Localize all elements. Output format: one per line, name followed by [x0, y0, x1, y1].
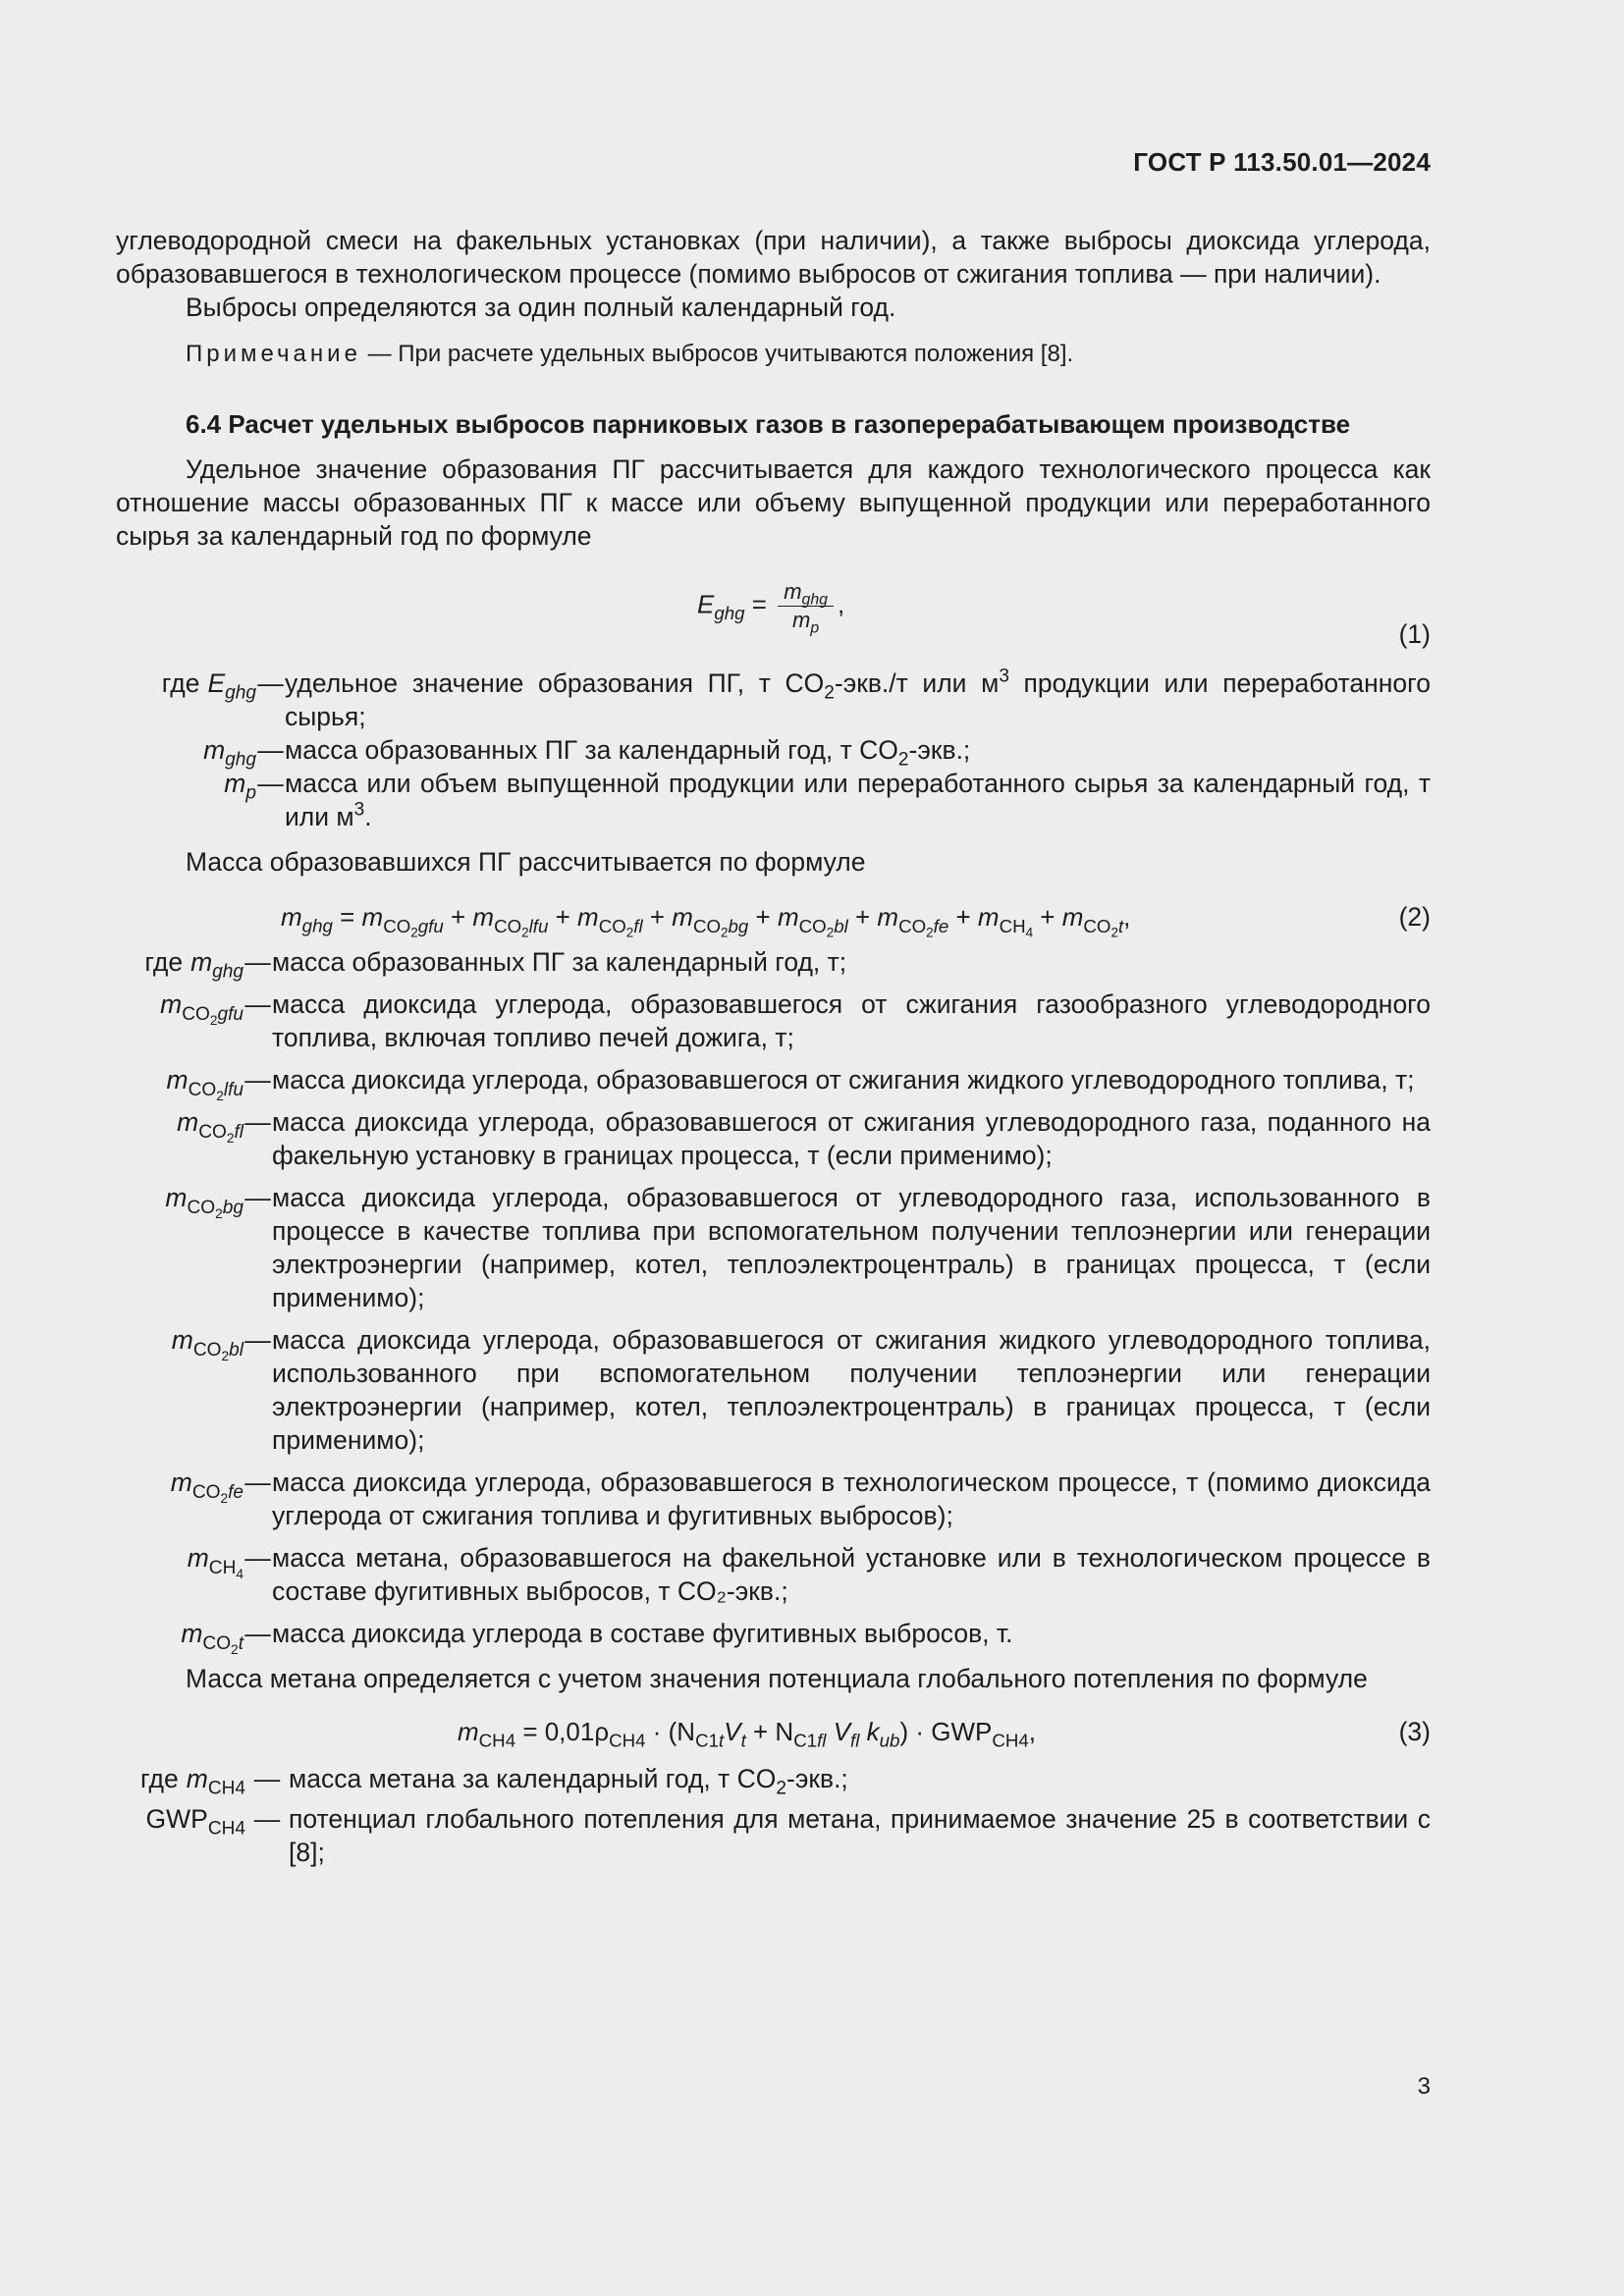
definition-term: $m_{CO_2gfu}$ [160, 989, 244, 1028]
paragraph: Удельное значение образования ПГ рассчитывается для каждого технологического процесса как отношение массы образованных ПГ к массе или объему выпущенной продукции или переработанного сырья за календарный год по формуле [116, 454, 1431, 551]
paragraph: Масса метана определяется с учетом значения потенциала глобального потепления по формуле [186, 1664, 1368, 1693]
formula-number: (3) [1398, 1717, 1431, 1746]
formula-term: $m_{CO_2gfu}$ [361, 902, 444, 940]
definition-text: масса метана, образовавшегося на факельной установке или в технологическом процессе в составе фугитивных выбросов, т CO₂-экв.; [272, 1543, 1431, 1606]
formula-term: $m_{CH_4}$ [977, 902, 1034, 940]
formula-term: $m_{CO_2t}$ [1061, 902, 1124, 940]
formula-number: (1) [1398, 619, 1431, 649]
formula-3-expression: $m_{CH4} = 0,01\rho_{CH4} \cdot (N_{C1t}V_t + N_{C1fl}$ $V_{fl}$ $k_{ub}) \cdot GWP_{CH4}$, [458, 1717, 1036, 1751]
definitions-list [116, 667, 1431, 833]
document-body [116, 224, 1431, 1869]
dash: — [244, 1107, 271, 1137]
dash: — [244, 1325, 271, 1355]
page-number: 3 [1417, 2073, 1431, 2100]
formula-2-expression: $m_{ghg} = m_{CO_2gfu} + m_{CO_2lfu} + m_{CO_2fl} + m_{CO_2bg} + m_{CO_2bl} + m_{CO_2fe} + m_{CH_4} + m_{CO_2t}$, [281, 902, 1131, 940]
note-text: — При расчете удельных выбросов учитываются положения [8]. [360, 341, 1074, 367]
fraction: $\frac{m_{ghg}}{m_p}$ [778, 578, 834, 634]
definition-term: где $m_{CH4}$ [140, 1764, 245, 1799]
formula-term: $m_{CO_2fl}$ [577, 902, 643, 940]
definition-text: масса диоксида углерода в составе фугитивных выбросов, т. [272, 1619, 1013, 1648]
definition-text: удельное значение образования ПГ, т $CO_2-экв./т$ или $м^3$ продукции или переработанного сырья; [285, 666, 1431, 731]
dash: — [253, 1764, 281, 1793]
definition-term: $m_{CO_2lfu}$ [166, 1065, 244, 1103]
dash: — [257, 735, 284, 765]
formula-term: $m_{CO_2bg}$ [672, 902, 749, 940]
definition-text: масса диоксида углерода, образовавшегося от углеводородного газа, использованного в процессе в качестве топлива при вспомогательном получении теплоэнергии или генерации электроэнергии (например, котел, теплоэлектроцентраль) в границах процесса, т (если применимо); [272, 1183, 1431, 1312]
note-label: Примечание [186, 341, 361, 367]
definition-text: масса метана за календарный год, т $CO_2$-экв.; [289, 1764, 848, 1799]
definition-term: $m_{CO_2bl}$ [171, 1325, 244, 1363]
formula-1-expression: $E_{ghg}$ = $\frac{m_{ghg}}{m_p}$ , [697, 579, 845, 637]
formula-1 [116, 564, 1431, 667]
definition-text: масса образованных ПГ за календарный год, т; [272, 947, 847, 977]
definition-term: где $m_{ghg}$ [144, 947, 244, 983]
definition-term: $m_{ghg}$ [203, 735, 256, 771]
definition-text: потенциал глобального потепления для метана, принимаемое значение 25 в соответствии с [8]; [289, 1804, 1431, 1867]
definition-term: $m_{CH_4}$ [187, 1543, 244, 1581]
definition-text: масса диоксида углерода, образовавшегося от сжигания углеводородного газа, поданного на факельную установку в границах процесса, т (если применимо); [272, 1107, 1431, 1170]
note [116, 338, 1431, 371]
section-title: 6.4 Расчет удельных выбросов парниковых газов в газоперерабатывающем производстве [186, 409, 1351, 439]
dash: — [244, 1183, 271, 1212]
definition-term: $m_{CO_2fe}$ [170, 1468, 244, 1506]
paragraph: Выбросы определяются за один полный календарный год. [186, 293, 896, 322]
definition-text: масса образованных ПГ за календарный год, т $CO_2$-экв.; [285, 735, 971, 771]
dash: — [244, 1543, 271, 1573]
formula-number: (2) [1398, 902, 1431, 932]
dash: — [257, 668, 284, 698]
dash: — [244, 989, 271, 1019]
formula-term: $m_{CO_2bl}$ [777, 902, 848, 940]
definition-term: $m_{CO_2fl}$ [177, 1107, 244, 1146]
definition-term: $m_{CO_2t}$ [181, 1619, 244, 1657]
definition-text: масса диоксида углерода, образовавшегося от сжигания газообразного углеводородного топлива, включая топливо печей дожига, т; [272, 989, 1431, 1052]
definition-text: масса диоксида углерода, образовавшегося в технологическом процессе, т (помимо диоксида углерода от сжигания топлива и фугитивных выбросов); [272, 1468, 1431, 1530]
definition-term: где $E_{ghg}$ [161, 668, 256, 704]
dash: — [244, 947, 271, 977]
definition-term: $GWP_{CH4}$ [145, 1804, 245, 1840]
definitions-list [116, 1762, 1431, 1869]
dash: — [244, 1065, 271, 1095]
paragraph: Масса образовавшихся ПГ рассчитывается по формуле [186, 847, 866, 877]
dash: — [244, 1468, 271, 1497]
document-id: ГОСТ Р 113.50.01—2024 [1133, 147, 1431, 177]
definition-text: масса диоксида углерода, образовавшегося от сжигания жидкого углеводородного топлива, использованного при вспомогательном получении теплоэнергии или генерации электроэнергии (например, котел, теплоэлектроцентраль) в границах процесса, т (если применимо); [272, 1325, 1431, 1455]
formula-term: $m_{CO_2lfu}$ [472, 902, 549, 940]
definition-text: масса или объем выпущенной продукции или переработанного сырья за календарный год, т или $м^3$. [285, 769, 1431, 831]
dash: — [257, 769, 284, 798]
dash: — [244, 1619, 271, 1648]
formula-2 [116, 890, 1431, 945]
definition-term: $m_p$ [224, 769, 256, 804]
formula-3 [116, 1705, 1431, 1762]
paragraph: углеводородной смеси на факельных установках (при наличии), а также выбросы диоксида углерода, образовавшегося в технологическом процессе (помимо выбросов от сжигания топлива — при наличии). [116, 226, 1431, 289]
dash: — [253, 1804, 281, 1834]
definition-text: масса диоксида углерода, образовавшегося от сжигания жидкого углеводородного топлива, т; [272, 1065, 1415, 1095]
formula-term: $m_{CO_2fe}$ [877, 902, 949, 940]
definitions-list [116, 945, 1431, 1657]
definition-term: $m_{CO_2bg}$ [165, 1183, 244, 1221]
